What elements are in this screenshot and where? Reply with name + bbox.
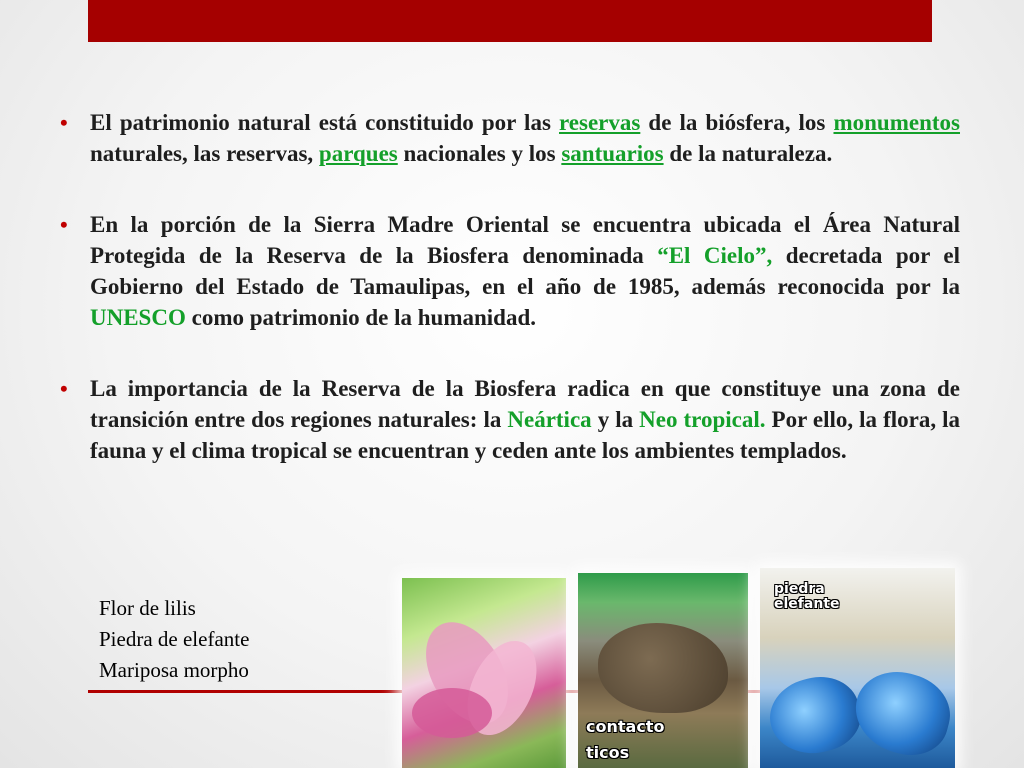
title-bar xyxy=(88,0,932,42)
bullet-dot: • xyxy=(60,376,68,401)
bullet-list xyxy=(60,107,960,506)
bullet-text: En la porción de la Sierra Madre Oriental se encuentra ubicada el Área Natural Protegida de la Reserva de la Biosfera denominada “El Cielo”, decretada por el Gobierno del Estado de Tamaulipas, en el año de 1985, además reconocida por la UNESCO como patrimonio de la humanidad. xyxy=(90,212,960,330)
bullet-text: El patrimonio natural está constituido por las reservas de la biósfera, los monumentos naturales, las reservas, parques nacionales y los santuarios de la naturaleza. xyxy=(90,110,960,166)
caption-mariposa: Mariposa morpho xyxy=(99,658,249,682)
photo-label-piedra: piedra xyxy=(774,581,825,597)
stone-label-ticos: ticos xyxy=(586,743,630,762)
elephant-stone-image xyxy=(578,573,748,768)
highlight-neartica: Neártica xyxy=(507,407,592,432)
caption-piedra: Piedra de elefante xyxy=(99,627,250,651)
bullet-item xyxy=(60,107,960,169)
bullet-text: La importancia de la Reserva de la Biosfera radica en que constituye una zona de transición entre dos regiones naturales: la Neártica y la Neo tropical. Por ello, la flora, la fauna y el clima tropical se encuentran y ceden ante los ambientes templados. xyxy=(90,376,961,463)
caption-flor: Flor de lilis xyxy=(99,596,196,620)
link-monumentos[interactable]: monumentos xyxy=(833,110,960,135)
photo-label-elefante: elefante xyxy=(774,596,840,612)
bullet-item xyxy=(60,373,960,466)
morpho-butterfly-image xyxy=(760,568,955,768)
bullet-dot: • xyxy=(60,110,68,135)
bullet-dot: • xyxy=(60,212,68,237)
link-reservas[interactable]: reservas xyxy=(559,110,641,135)
image-captions xyxy=(99,593,249,686)
highlight-unesco: UNESCO xyxy=(90,305,186,330)
bullet-item xyxy=(60,209,960,333)
highlight-neo-tropical: Neo tropical. xyxy=(639,407,766,432)
highlight-el-cielo: “El Cielo”, xyxy=(657,243,773,268)
link-parques[interactable]: parques xyxy=(318,141,398,166)
link-santuarios[interactable]: santuarios xyxy=(561,141,664,166)
stone-label-contacto: contacto xyxy=(586,717,665,736)
lily-flower-image xyxy=(402,578,566,768)
